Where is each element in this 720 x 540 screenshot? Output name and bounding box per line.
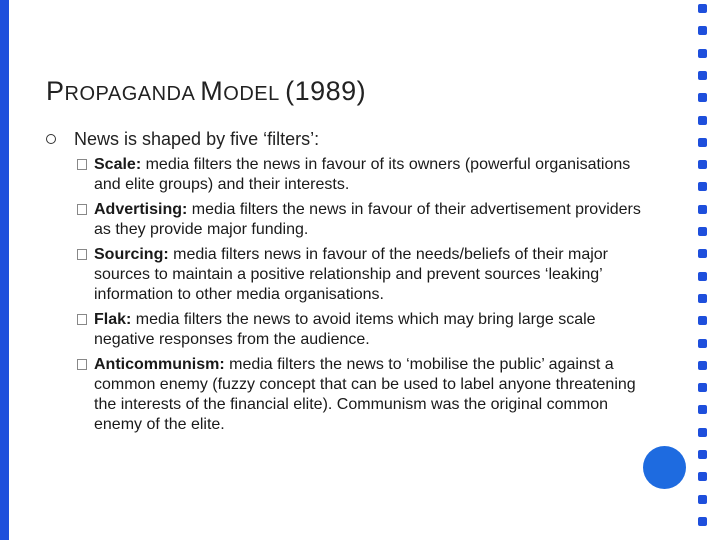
filter-description: media filters the news in favour of their advertisement providers as they provide major funding. (94, 201, 641, 238)
rail-square (698, 383, 707, 392)
filter-item (77, 200, 647, 240)
filter-term: Advertising: (94, 201, 188, 218)
filter-description: media filters the news to ‘mobilise the public’ against a common enemy (fuzzy concept that can be used to label anyone threatening the interests of the financial elite). Communism was the original common enemy of the elite. (94, 356, 636, 433)
title-part: ROPAGANDA (64, 83, 201, 105)
rail-square (698, 316, 707, 325)
title-part: P (46, 76, 65, 106)
title-part: (1989) (285, 76, 367, 106)
main-bullet-text: News is shaped by five ‘filters’: (74, 129, 320, 149)
filter-description: media filters the news to avoid items which may bring large scale negative responses from the audience. (94, 311, 596, 348)
rail-square (698, 93, 707, 102)
rail-square (698, 138, 707, 147)
rail-square (698, 182, 707, 191)
title-part: ODEL (223, 83, 286, 105)
decorative-circle (643, 446, 686, 489)
square-bullet-icon (77, 314, 87, 325)
rail-square (698, 472, 707, 481)
rail-square (698, 294, 707, 303)
rail-square (698, 495, 707, 504)
ring-bullet-icon (46, 134, 56, 144)
rail-square (698, 227, 707, 236)
rail-square (698, 160, 707, 169)
filter-item (77, 155, 647, 195)
rail-square (698, 428, 707, 437)
rail-square (698, 205, 707, 214)
rail-square (698, 4, 707, 13)
left-accent-bar (0, 0, 9, 540)
title-part: M (200, 76, 224, 106)
rail-square (698, 26, 707, 35)
slide-title (46, 76, 366, 107)
rail-square (698, 361, 707, 370)
filter-description: media filters news in favour of the needs/beliefs of their major sources to maintain a positive relationship and prevent sources ‘leaking’ information to other media organisations. (94, 246, 608, 303)
rail-square (698, 116, 707, 125)
rail-square (698, 272, 707, 281)
square-bullet-icon (77, 204, 87, 215)
filter-term: Anticommunism: (94, 356, 225, 373)
filter-term: Scale: (94, 156, 142, 173)
right-square-rail (698, 4, 710, 534)
filters-list (77, 155, 647, 440)
square-bullet-icon (77, 159, 87, 170)
rail-square (698, 49, 707, 58)
rail-square (698, 405, 707, 414)
filter-item (77, 245, 647, 305)
rail-square (698, 517, 707, 526)
square-bullet-icon (77, 359, 87, 370)
rail-square (698, 71, 707, 80)
filter-term: Flak: (94, 311, 132, 328)
rail-square (698, 249, 707, 258)
filter-item (77, 310, 647, 350)
filter-term: Sourcing: (94, 246, 169, 263)
rail-square (698, 339, 707, 348)
square-bullet-icon (77, 249, 87, 260)
rail-square (698, 450, 707, 459)
filter-description: media filters the news in favour of its owners (powerful organisations and elite groups) and their interests. (94, 156, 631, 193)
filter-item (77, 355, 647, 435)
